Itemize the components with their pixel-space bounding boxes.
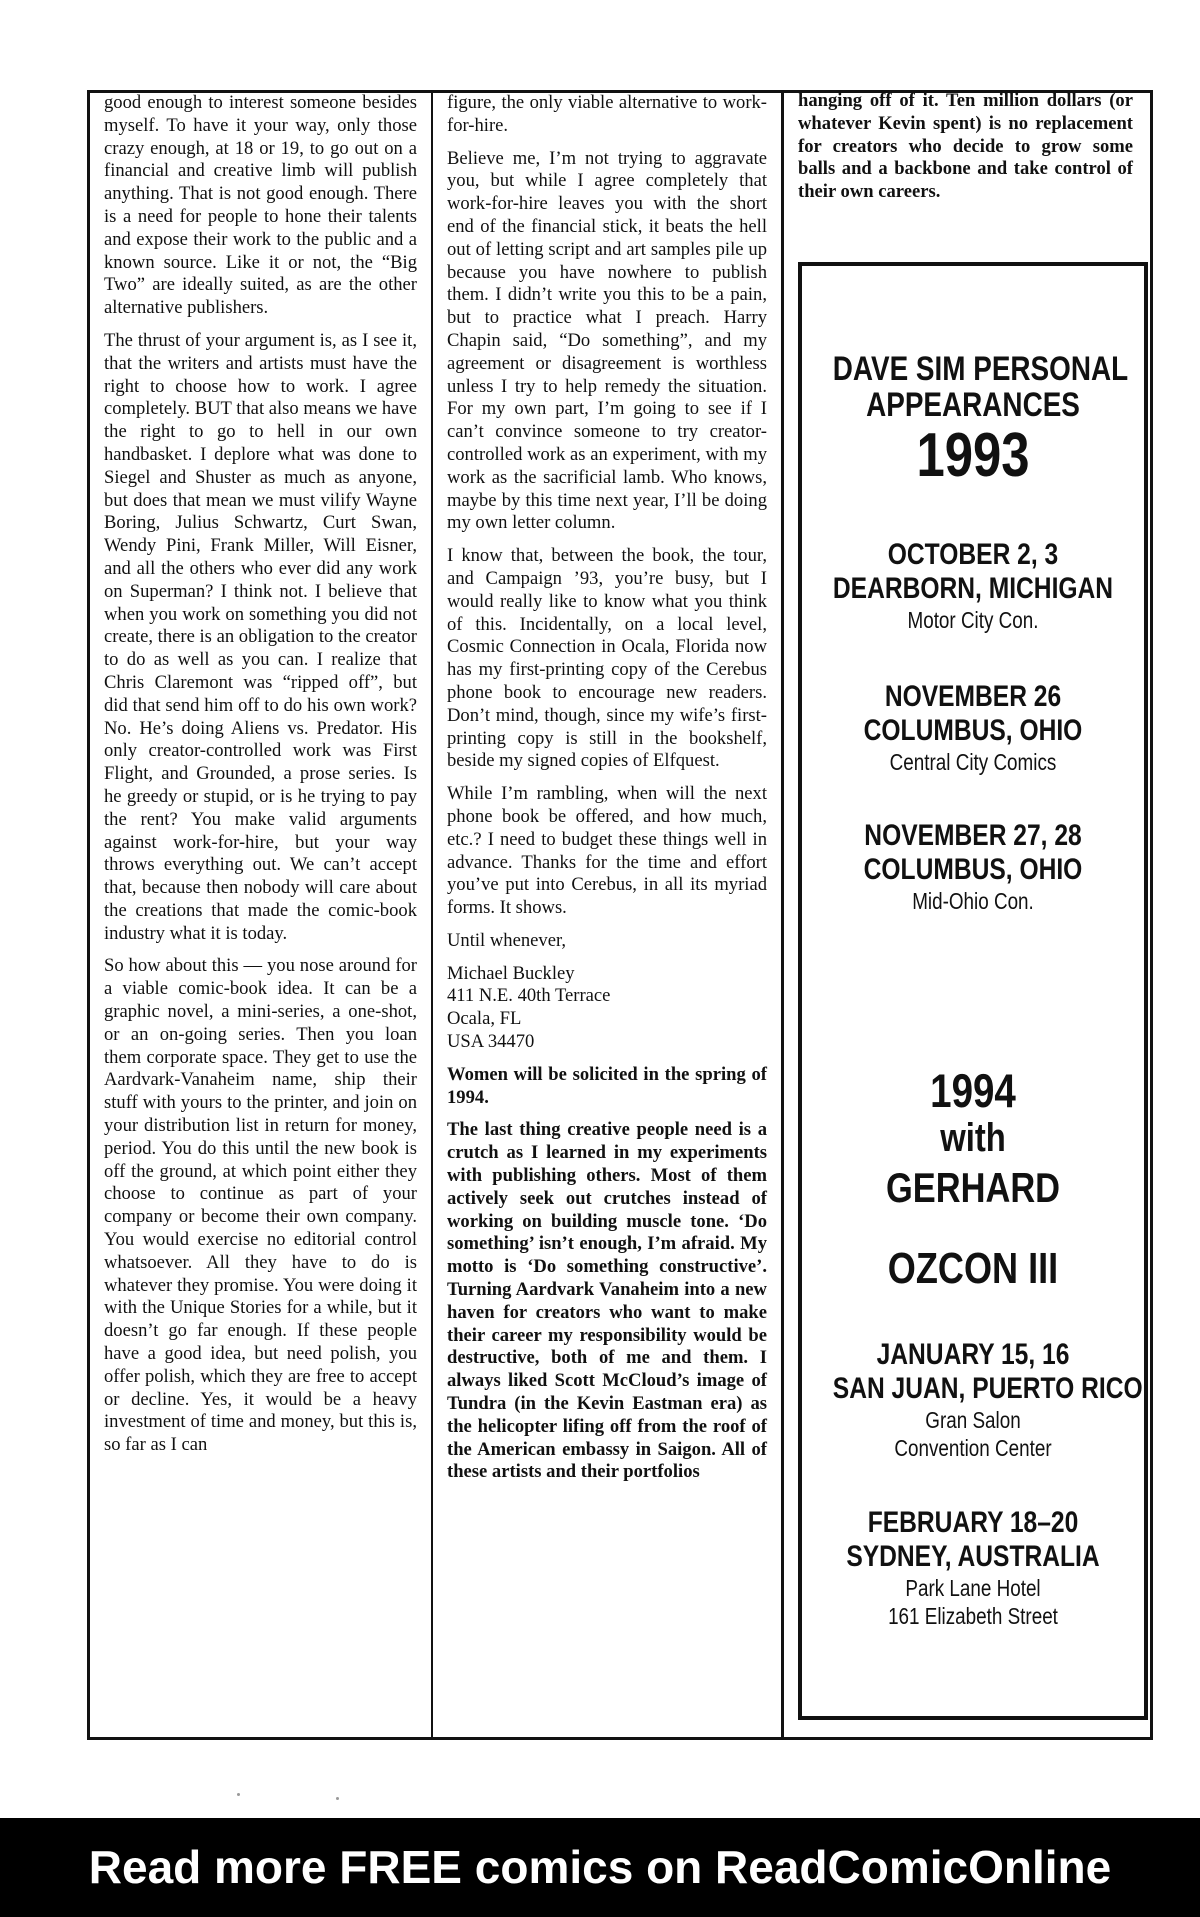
event-venue: Motor City Con. <box>907 607 1039 633</box>
letter-paragraph: I know that, between the book, the tour, and Campaign ’93, you’re busy, but I would really like to know what you think of this. Incidentally, on a local level, Cosmic Connection in Ocala, Florida now has my first-printing copy of the Cerebus phone book to encourage new readers. Don’t mind, though, since my wife’s first-printing copy is still in the bookshelf, beside my signed copies of Elfquest. <box>447 545 767 772</box>
reply-paragraph: hanging off of it. Ten million dollars (or whatever Kevin spent) is no replacement for creators who decide to grow some balls and a backbone and take control of their own careers. <box>798 90 1133 203</box>
signature-name: Michael Buckley <box>447 962 575 984</box>
reply-paragraph: Women will be solicited in the spring of 1994. <box>447 1063 767 1108</box>
event-item <box>802 819 1144 915</box>
letter-paragraph: So how about this — you nose around for a viable comic-book idea. It can be a graphic novel, a mini-series, a one-shot, or an on-going series. Then you loan them corporate space. They get to use the Aardvark-Vanaheim name, ship their stuff with yours to the printer, and join on your distribution list in return for money, period. You do this until the new book is off the ground, at which point either they choose to continue as part of your company or become their own company. You would exercise no editorial control whatsoever. All they have to do is whatever they promise. You were doing it with the Unique Stories for a while, but it doesn’t go far enough. If these people have a good idea, but need polish, you offer polish, which they are free to accept or decline. Yes, it would be a heavy investment of time and money, but this is, so far as I can <box>104 955 417 1456</box>
signature-country: USA 34470 <box>447 1031 535 1053</box>
letter-paragraph: figure, the only viable alternative to work-for-hire. <box>447 92 767 136</box>
letter-paragraph: While I’m rambling, when will the next phone book be offered, and how much, etc.? I need to budget these things well in advance. Thanks for the time and effort you’ve put into Cerebus, in all its myriad forms. It shows. <box>447 783 767 919</box>
appearances-ad <box>798 262 1148 1720</box>
event-place: DEARBORN, MICHIGAN <box>832 572 1114 605</box>
ad-title: DAVE SIM PERSONAL APPEARANCES <box>832 350 1129 424</box>
event-place: SYDNEY, AUSTRALIA <box>846 1540 1100 1573</box>
footer-text: Read more FREE comics on ReadComicOnline <box>88 1841 1112 1893</box>
ad-ozcon: OZCON III <box>887 1244 1059 1293</box>
letter-closing: Until whenever, <box>447 929 567 951</box>
ad-with: with <box>940 1116 1006 1160</box>
letter-paragraph: The thrust of your argument is, as I see it, that the writers and artists must have the right to choose how to work. I agree completely. BUT that also means we have the right to go to hell in our own handbasket. I deplore what was done to Siegel and Shuster as much as anyone, but does that mean we must vilify Wayne Boring, Julius Schwartz, Curt Swan, Wendy Pini, Frank Miller, Will Eisner, and all the others who ever did any work on Superman? I think not. I believe that when you work on something you did not create, there is an obligation to the creator to do as well as you can. I realize that Chris Claremont was “ripped off”, but did that send him off to do his own work? No. He’s doing Aliens vs. Predator. His only creator-controlled work was First Flight, and Grounded, a prose series. Is he greedy or stupid, or is he trying to pay the rent? You make valid arguments against work-for-hire, but your way throws everything out. We can’t accept that, because then nobody will care about the creations that made the comic-book industry what it is today. <box>104 329 417 944</box>
event-date: OCTOBER 2, 3 <box>887 538 1059 571</box>
event-venue: Gran Salon <box>925 1407 1021 1433</box>
letter-signature <box>447 963 767 1054</box>
event-place: SAN JUAN, PUERTO RICO <box>832 1372 1143 1405</box>
footer-banner[interactable] <box>0 1818 1200 1917</box>
event-item <box>802 538 1144 634</box>
ad-year-1993: 1993 <box>916 421 1030 490</box>
event-venue: Convention Center <box>894 1435 1052 1461</box>
reply-paragraph: The last thing creative people need is a crutch as I learned in my experiments with publishing others. Most of them actively seek out crutches instead of working on building muscle tone. ‘Do something’ isn’t enough, I’m afraid. My motto is ‘Do something constructive’. Turning Aardvark Vanaheim into a new haven for creators who want to make their career my responsibility would be destructive, both of me and them. I always liked Scott McCloud’s image of Tundra (in the Kevin Eastman era) as the helicopter lifing off from the roof of the American embassy in Saigon. All of these artists and their portfolios <box>447 1119 767 1483</box>
ad-year-1994: 1994 <box>930 1064 1016 1117</box>
event-place: COLUMBUS, OHIO <box>863 853 1083 886</box>
event-place: COLUMBUS, OHIO <box>863 714 1083 747</box>
letter-paragraph: good enough to interest someone besides myself. To have it your way, only those crazy enough, at 18 or 19, to go out on a financial and creative limb will publish anything. That is not good enough. There is a need for people to hone their talents and expose their work to the public and a known source. Like it or not, the “Big Two” are ideally suited, as are the other alternative publishers. <box>104 92 417 319</box>
letter-column-2 <box>433 90 784 1740</box>
event-item <box>802 1506 1144 1630</box>
event-date: FEBRUARY 18–20 <box>867 1506 1079 1539</box>
print-speck <box>336 1797 339 1800</box>
ad-guest: GERHARD <box>885 1164 1061 1211</box>
event-item <box>802 680 1144 776</box>
letter-column-1 <box>90 90 433 1740</box>
event-item <box>802 1338 1144 1462</box>
event-venue: Park Lane Hotel <box>905 1575 1041 1601</box>
event-venue: 161 Elizabeth Street <box>888 1603 1058 1629</box>
signature-street: 411 N.E. 40th Terrace <box>447 985 611 1007</box>
signature-city: Ocala, FL <box>447 1008 522 1030</box>
print-speck <box>237 1793 240 1796</box>
event-venue: Central City Comics <box>889 749 1057 775</box>
event-venue: Mid-Ohio Con. <box>912 888 1034 914</box>
event-date: NOVEMBER 27, 28 <box>864 819 1082 852</box>
event-date: NOVEMBER 26 <box>884 680 1062 713</box>
event-date: JANUARY 15, 16 <box>876 1338 1070 1371</box>
letter-paragraph: Believe me, I’m not trying to aggravate you, but while I agree completely that work-for-hire leaves you with the short end of the financial stick, it beats the hell out of letting script and art samples pile up because you have nowhere to publish them. I didn’t write you this to be a pain, but to practice what I preach. Harry Chapin said, “Do something”, and my agreement or disagreement is worthless unless I try to help remedy the situation. For my own part, I’m going to see if I can’t convince someone to try creator-controlled work as an experiment, with my work as the sacrificial lamb. Who knows, maybe by this time next year, I’ll be doing my own letter column. <box>447 147 767 534</box>
